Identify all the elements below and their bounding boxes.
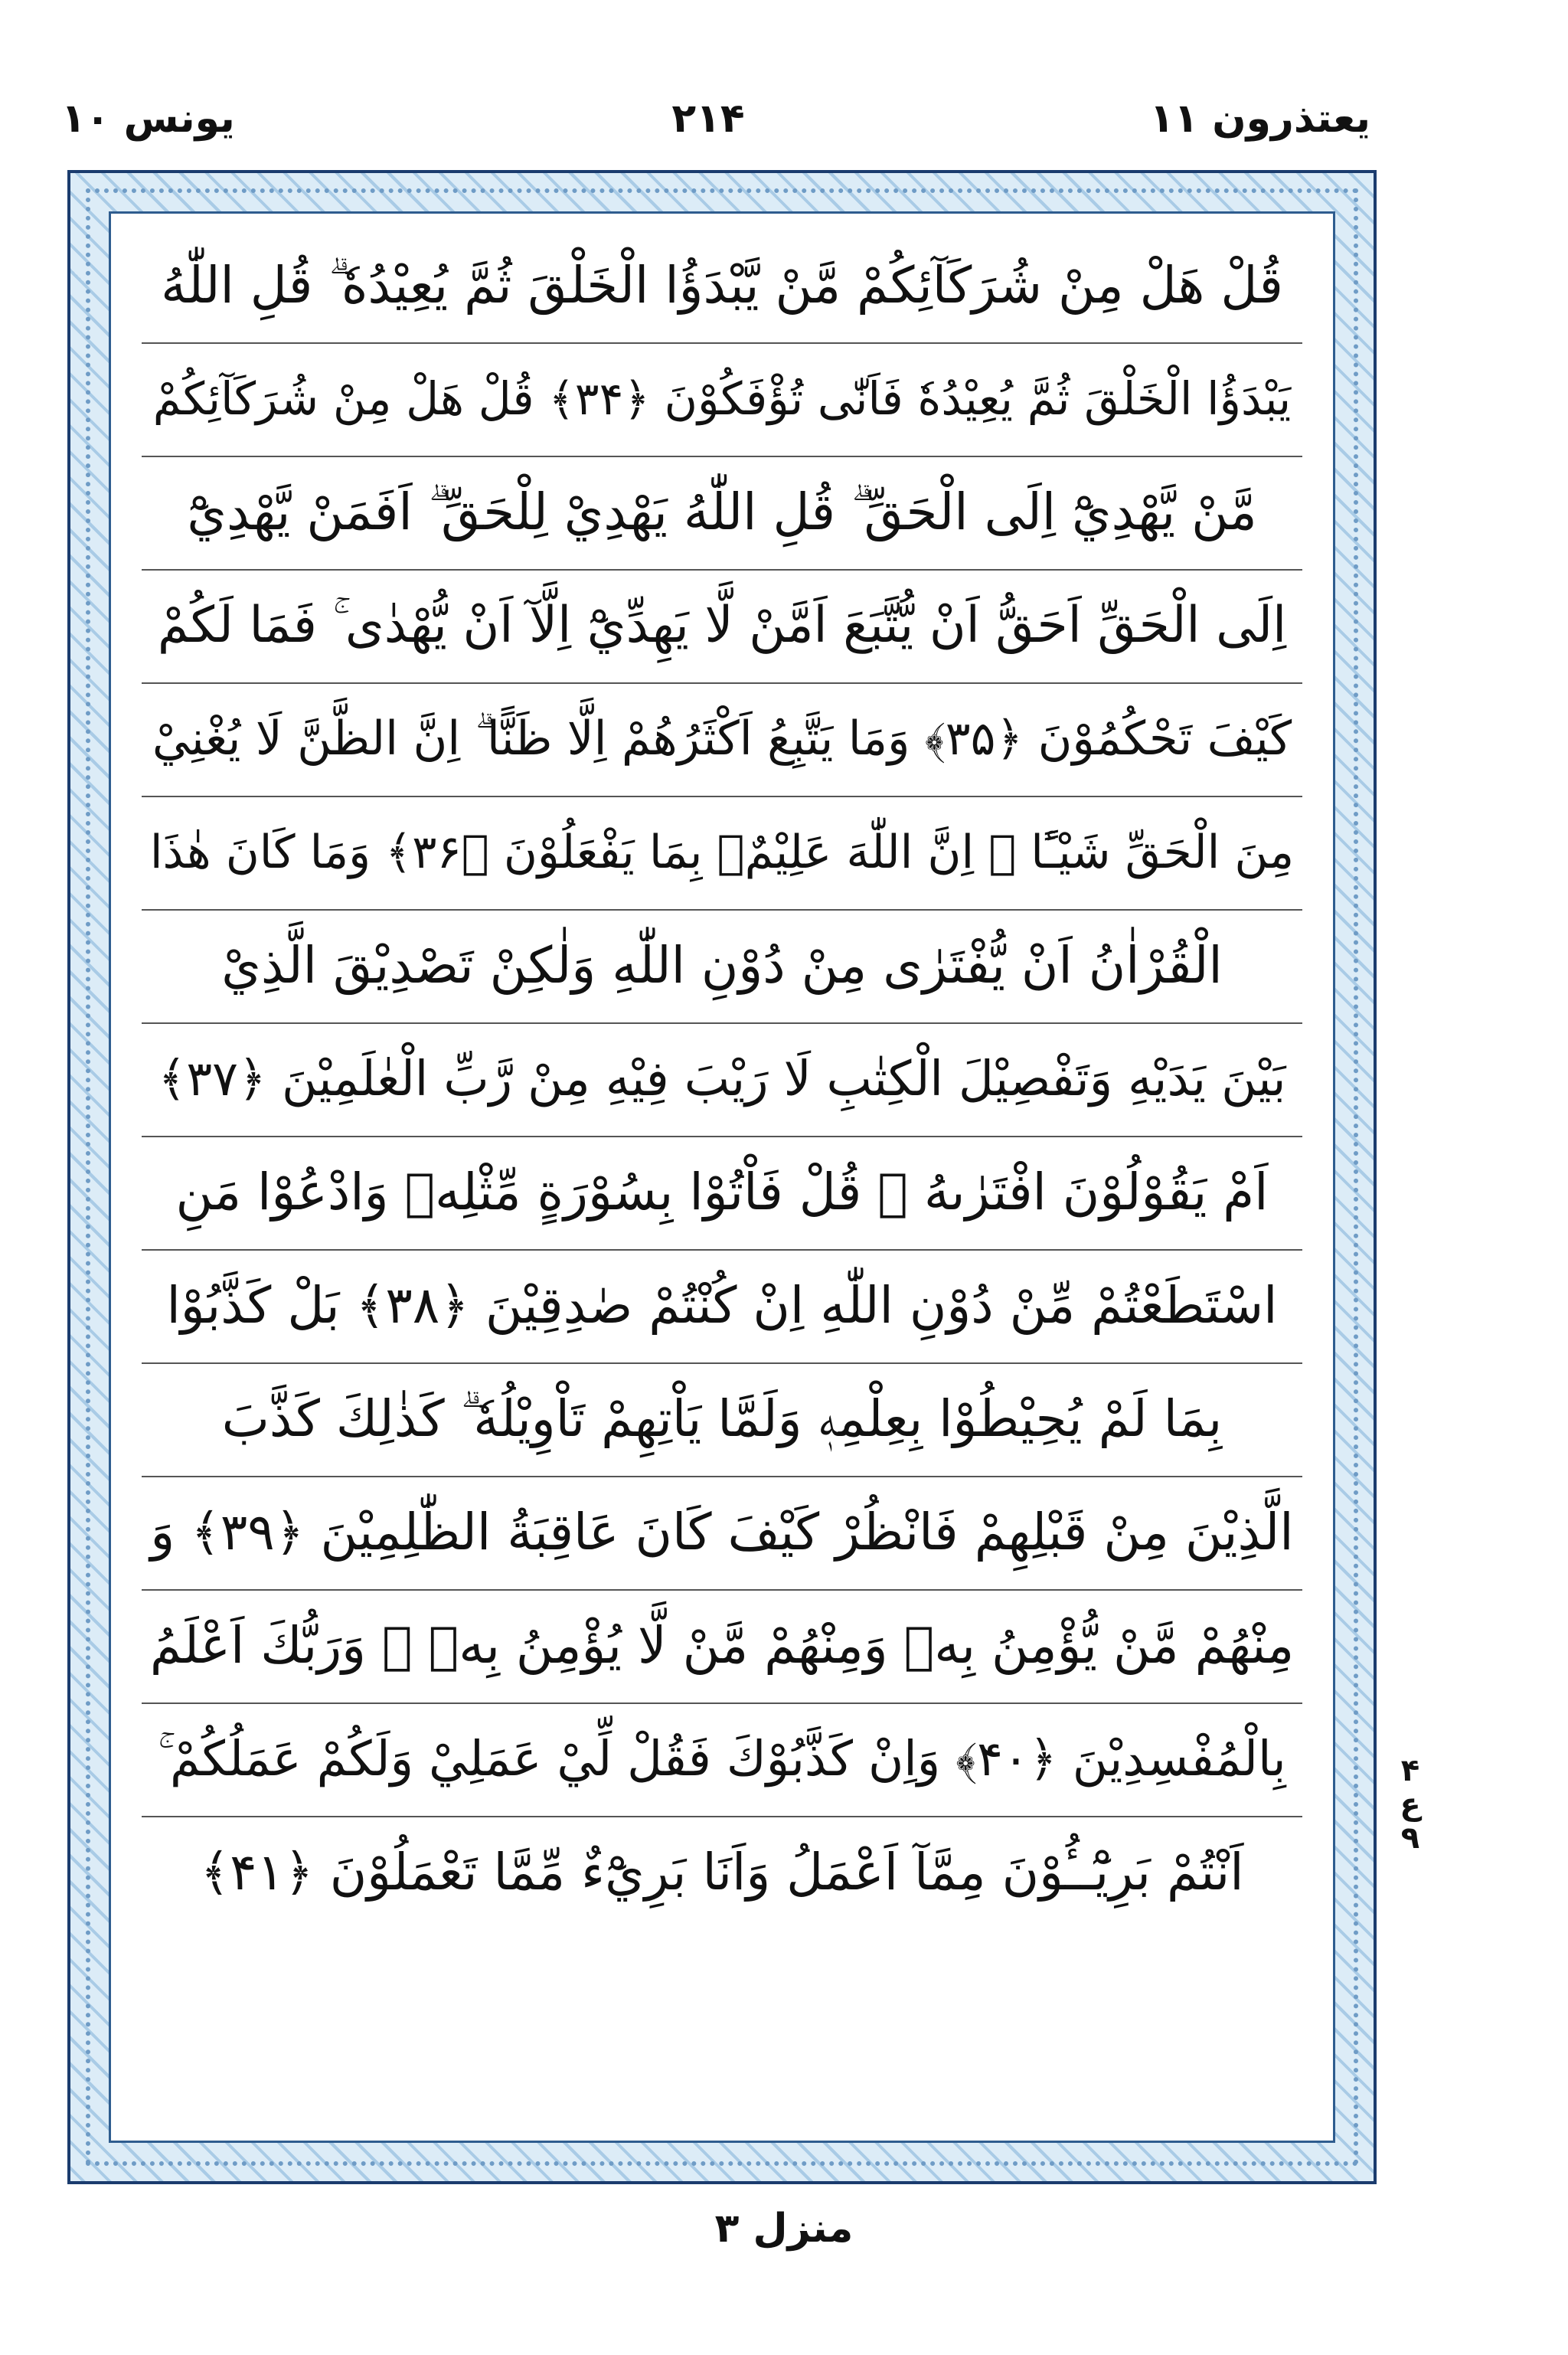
verse-line-text: مِنْهُمْ مَّنْ يُّؤْمِنُ بِهٖ وَمِنْهُمْ مَّنْ لَّا يُؤْمِنُ بِهٖ ۗ وَرَبُّكَ اَعْلَمُ bbox=[149, 1616, 1295, 1676]
page-number: ۲۱۴ bbox=[671, 96, 745, 142]
verse-line bbox=[142, 229, 1302, 344]
ruku-number: ۴ bbox=[1400, 1753, 1420, 1788]
verse-line-text: اسْتَطَعْتُمْ مِّنْ دُوْنِ اللّٰهِ اِنْ كُنْتُمْ صٰدِقِيْنَ ﴿۳۸﴾ بَلْ كَذَّبُوْا bbox=[166, 1276, 1278, 1336]
verse-line-text: يَبْدَؤُا الْخَلْقَ ثُمَّ يُعِيْدُهٗ فَاَنّٰى تُؤْفَكُوْنَ ﴿۳۴﴾ قُلْ هَلْ مِنْ شُرَكَآئِكُمْ bbox=[152, 371, 1292, 425]
verse-line bbox=[142, 1136, 1302, 1251]
verse-line-text: الْقُرْاٰنُ اَنْ يُّفْتَرٰى مِنْ دُوْنِ اللّٰهِ وَلٰكِنْ تَصْدِيْقَ الَّذِيْ bbox=[221, 936, 1223, 996]
verse-line bbox=[142, 1702, 1302, 1817]
text-panel bbox=[109, 211, 1335, 2143]
verse-line bbox=[142, 1362, 1302, 1477]
verse-line-text: كَيْفَ تَحْكُمُوْنَ ﴿۳۵﴾ وَمَا يَتَّبِعُ اَكْثَرُهُمْ اِلَّا ظَنًّا ۗ اِنَّ الظَّنَّ لَا يُغْنِيْ bbox=[152, 711, 1292, 767]
verse-line bbox=[142, 1249, 1302, 1364]
verse-line bbox=[142, 1022, 1302, 1137]
decorative-border bbox=[67, 170, 1377, 2184]
verse-line-text: بَيْنَ يَدَيْهِ وَتَفْصِيْلَ الْكِتٰبِ لَا رَيْبَ فِيْهِ مِنْ رَّبِّ الْعٰلَمِيْنَ ﴿۳۷﴾ bbox=[158, 1050, 1286, 1107]
ruku-marker bbox=[1387, 1754, 1433, 1855]
verse-line-text: قُلْ هَلْ مِنْ شُرَكَآئِكُمْ مَّنْ يَّبْدَؤُا الْخَلْقَ ثُمَّ يُعِيْدُهٗ ۗ قُلِ اللّٰهُ bbox=[161, 256, 1283, 316]
manzil-footer: منزل ۳ bbox=[714, 2206, 854, 2252]
verse-line bbox=[142, 1816, 1302, 1929]
verse-line bbox=[142, 796, 1302, 911]
ruku-count: ۹ bbox=[1400, 1820, 1420, 1856]
verse-line-text: اَنْتُمْ بَرِيْٓــُٔوْنَ مِمَّآ اَعْمَلُ وَاَنَا بَرِيْٓءٌ مِّمَّا تَعْمَلُوْنَ ﴿۴۱﴾ bbox=[200, 1843, 1244, 1902]
verse-line-text: اَمْ يَقُوْلُوْنَ افْتَرٰىهُ ۗ قُلْ فَاْتُوْا بِسُوْرَةٍ مِّثْلِهٖ وَادْعُوْا مَنِ bbox=[175, 1163, 1269, 1222]
running-header bbox=[46, 84, 1370, 153]
verse-line bbox=[142, 456, 1302, 571]
juz-title: یعتذرون ۱۱ bbox=[1149, 96, 1370, 142]
verse-line bbox=[142, 682, 1302, 797]
verse-line-text: مِنَ الْحَقِّ شَيْـًٔا ۗ اِنَّ اللّٰهَ عَلِيْمٌۢ بِمَا يَفْعَلُوْنَ ﴿۳۶﴾ وَمَا كَانَ هٰذَا bbox=[149, 826, 1295, 879]
verse-lines bbox=[111, 214, 1333, 2141]
surah-title: یونس ۱۰ bbox=[61, 96, 235, 142]
ruku-symbol: ع bbox=[1400, 1787, 1421, 1822]
verse-line bbox=[142, 342, 1302, 457]
verse-line bbox=[142, 1589, 1302, 1704]
verse-line bbox=[142, 569, 1302, 684]
verse-line bbox=[142, 909, 1302, 1024]
verse-line-text: مَّنْ يَّهْدِيْٓ اِلَى الْحَقِّ ۗ قُلِ اللّٰهُ يَهْدِيْ لِلْحَقِّ ۗ اَفَمَنْ يَّهْدِيْٓ bbox=[187, 482, 1257, 542]
verse-line-text: بِالْمُفْسِدِيْنَ ﴿۴۰﴾ وَاِنْ كَذَّبُوْكَ فَقُلْ لِّيْ عَمَلِيْ وَلَكُمْ عَمَلُكُمْ ۚ bbox=[158, 1730, 1286, 1787]
verse-line-text: اِلَى الْحَقِّ اَحَقُّ اَنْ يُّتَّبَعَ اَمَّنْ لَّا يَهِدِّيْٓ اِلَّآ اَنْ يُّهْدٰى ۚ فَمَا لَكُمْ bbox=[157, 597, 1287, 654]
verse-line bbox=[142, 1476, 1302, 1591]
verse-line-text: بِمَا لَمْ يُحِيْطُوْا بِعِلْمِهٖ وَلَمَّا يَاْتِهِمْ تَاْوِيْلُهٗ ۗ كَذٰلِكَ كَذَّبَ bbox=[221, 1389, 1223, 1449]
verse-line-text: الَّذِيْنَ مِنْ قَبْلِهِمْ فَانْظُرْ كَيْفَ كَانَ عَاقِبَةُ الظّٰلِمِيْنَ ﴿۳۹﴾ وَ bbox=[150, 1503, 1294, 1562]
